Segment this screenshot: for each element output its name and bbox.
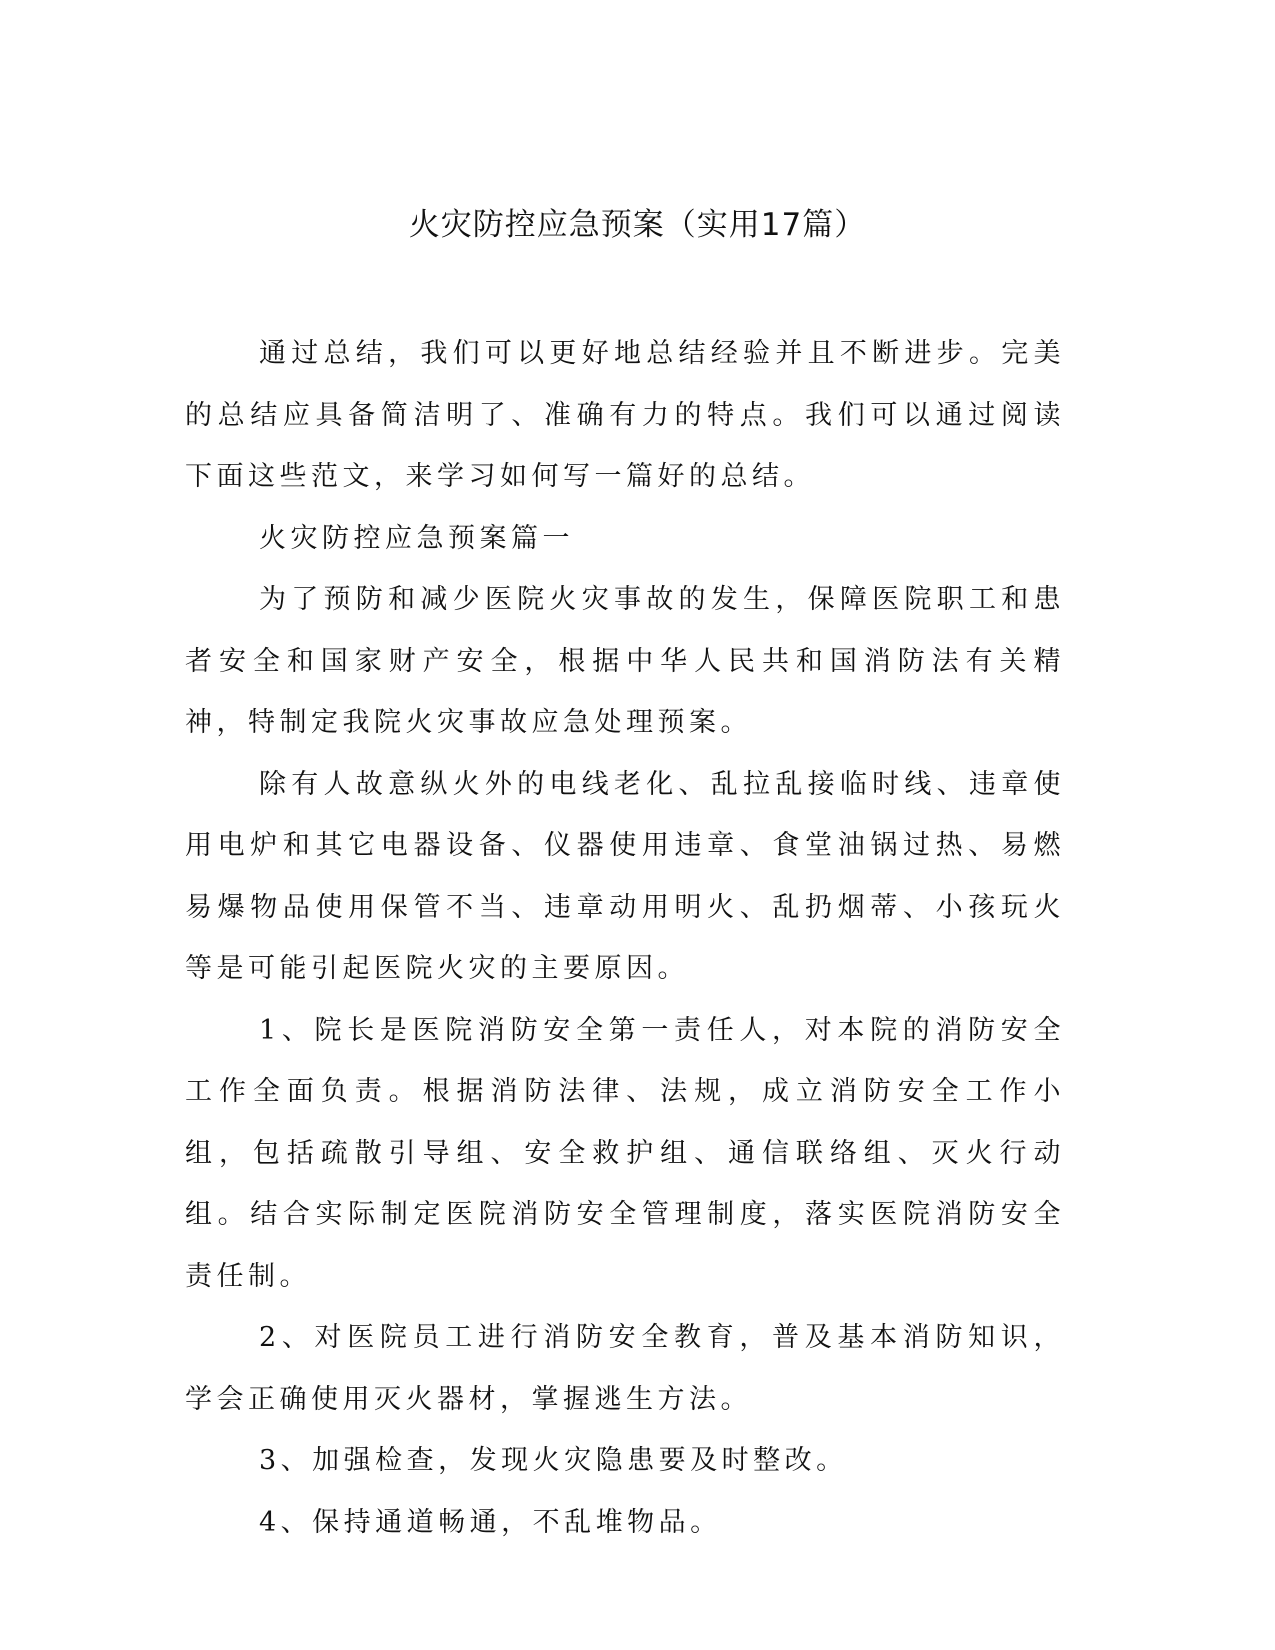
document-title: 火灾防控应急预案（实用17篇）	[408, 207, 867, 243]
list-item-1: 1、院长是医院消防安全第一责任人，对本院的消防安全工作全面负责。根据消防法律、法规，成立消防安全工作小组，包括疏散引导组、安全救护组、通信联络组、灭火行动组。结合实际制定医院消防安全管理制度，落实医院消防安全责任制。	[185, 1014, 1065, 1292]
list-item-2: 2、对医院员工进行消防安全教育，普及基本消防知识，学会正确使用灭火器材，掌握逃生方法。	[185, 1322, 1065, 1415]
list-item-3: 3、加强检查，发现火灾隐患要及时整改。	[259, 1445, 848, 1476]
list-item-4: 4、保持通道畅通，不乱堆物品。	[259, 1506, 722, 1538]
section-heading: 火灾防控应急预案篇一	[259, 522, 574, 554]
intro-paragraph: 通过总结，我们可以更好地总结经验并且不断进步。完美的总结应具备简洁明了、准确有力的特点。我们可以通过阅读下面这些范文，来学习如何写一篇好的总结。	[185, 338, 1065, 492]
purpose-paragraph: 为了预防和减少医院火灾事故的发生，保障医院职工和患者安全和国家财产安全，根据中华人民共和国消防法有关精神，特制定我院火灾事故应急处理预案。	[185, 584, 1065, 738]
document-body	[185, 323, 1065, 1553]
causes-paragraph: 除有人故意纵火外的电线老化、乱拉乱接临时线、违章使用电炉和其它电器设备、仪器使用违章、食堂油锅过热、易燃易爆物品使用保管不当、违章动用明火、乱扔烟蒂、小孩玩火等是可能引起医院火灾的主要原因。	[185, 768, 1065, 984]
